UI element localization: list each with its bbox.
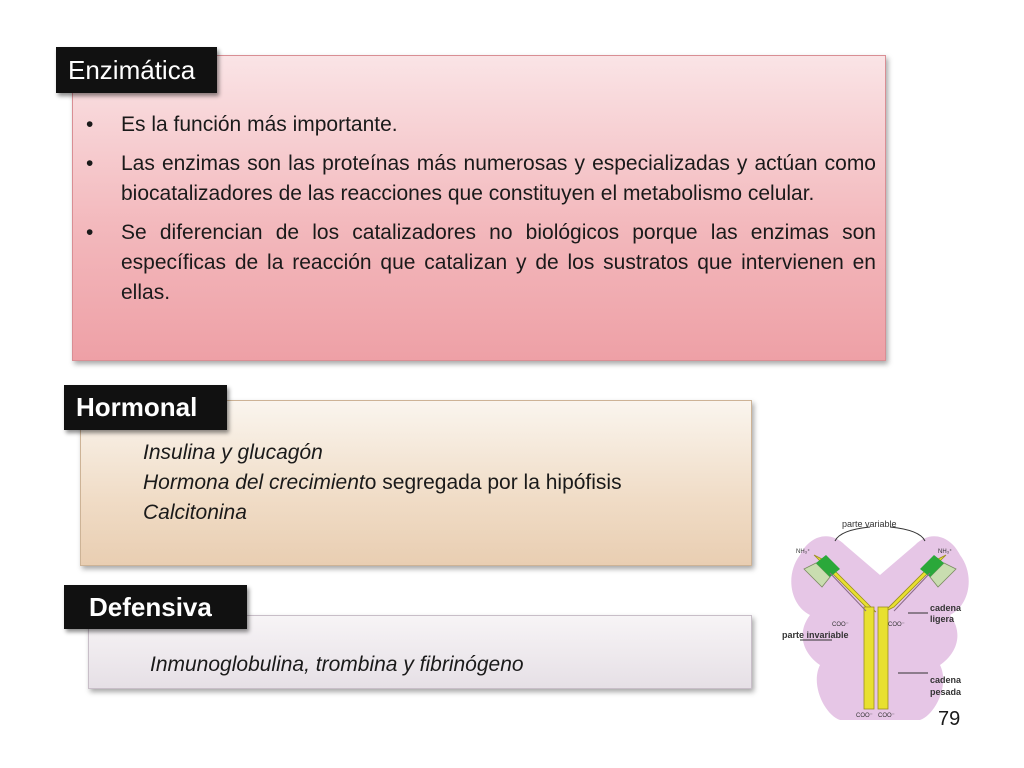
coo-label-bottom-right: COO⁻	[878, 713, 895, 719]
enzimatica-item-3	[86, 218, 876, 308]
bullet-icon: •	[86, 221, 94, 244]
hormonal-title: Hormonal	[64, 385, 227, 430]
coo-label-left: COO⁻	[832, 622, 849, 628]
cadena-ligera-label-1: cadena	[930, 603, 962, 613]
hormonal-line-2	[143, 468, 622, 498]
hormonal-content	[143, 438, 622, 528]
enzimatica-list	[86, 110, 876, 317]
enzimatica-item-3-text: Se diferencian de los catalizadores no biológicos porque las enzimas son específicas de la reacción que catalizan y de los sustratos que intervienen en ellas.	[121, 221, 876, 304]
hormonal-line-2-italic: Hormona del crecimient	[143, 471, 365, 494]
hormonal-line-1-text: Insulina y glucagón	[143, 441, 323, 464]
nh3-label-left: NH₃⁺	[796, 549, 811, 555]
hormonal-line-3-text: Calcitonina	[143, 501, 247, 524]
defensiva-line-1: Inmunoglobulina, trombina y fibrinógeno	[150, 653, 524, 676]
enzimatica-item-2	[86, 149, 876, 209]
heavy-chain-right-stem	[878, 607, 888, 709]
page-number: 79	[938, 708, 961, 730]
coo-label-right: COO⁻	[888, 622, 905, 628]
bullet-icon: •	[86, 113, 94, 136]
hormonal-line-1	[143, 438, 622, 468]
hormonal-line-3	[143, 498, 622, 528]
enzimatica-item-1-text: Es la función más importante.	[121, 113, 398, 136]
enzimatica-title: Enzimática	[56, 47, 217, 93]
defensiva-title: Defensiva	[64, 585, 247, 629]
cadena-ligera-label-2: ligera	[930, 614, 955, 624]
parte-invariable-label: parte invariable	[782, 630, 849, 640]
enzimatica-item-1	[86, 110, 876, 140]
coo-label-bottom-left: COO⁻	[856, 713, 873, 719]
hormonal-line-2-normal: o segregada por la hipófisis	[364, 471, 622, 494]
variable-label-bracket	[835, 527, 925, 541]
enzimatica-item-2-text: Las enzimas son las proteínas más numerosas y especializadas y actúan como biocatalizadores de las reacciones que constituyen el metabolismo celular.	[121, 152, 876, 205]
antibody-diagram	[780, 515, 980, 725]
heavy-chain-left-stem	[864, 607, 874, 709]
cadena-pesada-label-2: pesada	[930, 687, 962, 697]
cadena-pesada-label-1: cadena	[930, 675, 962, 685]
parte-variable-label: parte variable	[842, 519, 897, 529]
bullet-icon: •	[86, 152, 94, 175]
nh3-label-right: NH₃⁺	[938, 549, 953, 555]
